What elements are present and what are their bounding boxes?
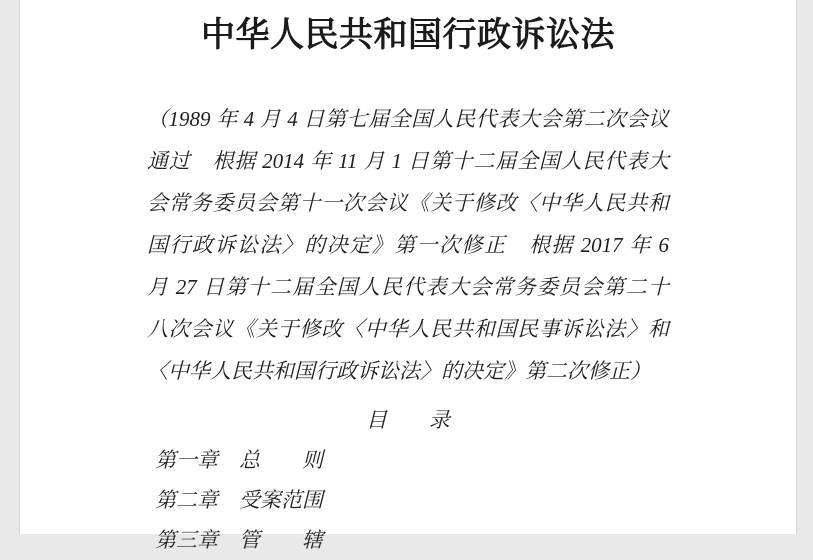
document-title: 中华人民共和国行政诉讼法 xyxy=(201,17,615,54)
toc-item-chapter-1: 第一章 总 则 xyxy=(155,448,323,472)
preamble-line: 八次会议《关于修改〈中华人民共和国民事诉讼法〉和 xyxy=(147,317,669,341)
preamble-line: 国行政诉讼法〉的决定》第一次修正 根据 2017 年 6 xyxy=(147,233,669,257)
preamble-line: 月 27 日第十二届全国人民代表大会常务委员会第二十 xyxy=(147,275,669,299)
toc-item-chapter-3: 第三章 管 辖 xyxy=(155,528,323,552)
page-content xyxy=(20,13,796,560)
preamble-paragraph xyxy=(147,98,669,392)
preamble-line: 通过 根据 2014 年 11 月 1 日第十二届全国人民代表大 xyxy=(147,149,669,173)
toc-item-chapter-2: 第二章 受案范围 xyxy=(155,488,323,512)
toc-list xyxy=(147,440,669,560)
preamble-line: 〈中华人民共和国行政诉讼法〉的决定》第二次修正） xyxy=(147,359,651,383)
preamble-line: （1989 年 4 月 4 日第七届全国人民代表大会第二次会议 xyxy=(147,107,669,131)
preamble-line: 会常务委员会第十一次会议《关于修改〈中华人民共和 xyxy=(147,191,669,215)
document-page xyxy=(19,0,797,552)
toc-heading: 目 录 xyxy=(366,408,450,432)
